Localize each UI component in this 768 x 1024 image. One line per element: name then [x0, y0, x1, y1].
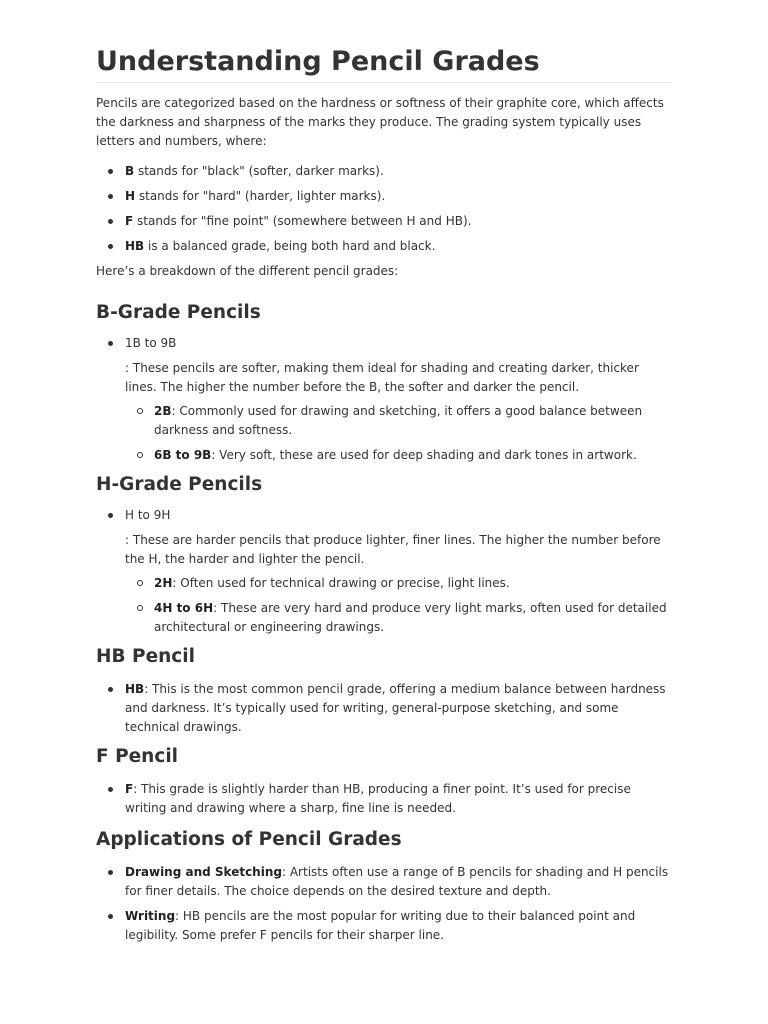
page-title: Understanding Pencil Grades [96, 44, 672, 83]
f-list [96, 780, 672, 818]
term: B [125, 164, 135, 178]
item-text: stands for "fine point" (somewhere between H and HB). [133, 214, 472, 228]
item-description: : These are harder pencils that produce lighter, finer lines. The higher the number before the H, the harder and lighter the pencil. [125, 533, 661, 566]
list-item [96, 187, 672, 206]
sublist-item [125, 402, 672, 440]
item-text: : Often used for technical drawing or precise, light lines. [172, 576, 510, 590]
item-text: stands for "hard" (harder, lighter marks). [135, 189, 386, 203]
section-heading-hb: HB Pencil [96, 646, 195, 667]
item-title: H to 9H [125, 508, 171, 522]
list-item [96, 780, 672, 818]
hb-list [96, 680, 672, 737]
term: 6B to 9B [154, 448, 212, 462]
list-item [96, 212, 672, 231]
term: Writing [125, 909, 176, 923]
sublist-item [125, 574, 672, 593]
item-text: stands for "black" (softer, darker marks). [134, 164, 384, 178]
list-item [96, 680, 672, 737]
breakdown-paragraph: Here’s a breakdown of the different pencil grades: [96, 264, 399, 278]
item-text: : This is the most common pencil grade, offering a medium balance between hardness and darkness. It’s typically used for writing, general-purpose sketching, and some technical drawings. [125, 682, 666, 734]
item-text: : Artists often use a range of B pencils for shading and H pencils for finer details. The choice depends on the desired texture and depth. [125, 865, 669, 898]
term: 4H to 6H [154, 601, 214, 615]
sublist-item [125, 599, 672, 637]
section-heading-b-grade: B-Grade Pencils [96, 302, 261, 323]
term: F [125, 782, 134, 796]
b-grade-sublist [125, 402, 672, 465]
term: H [125, 189, 136, 203]
h-grade-list [96, 506, 672, 637]
item-text: is a balanced grade, being both hard and black. [144, 239, 436, 253]
list-item [96, 863, 672, 901]
item-text: : This grade is slightly harder than HB, producing a finer point. It’s used for precise writing and drawing where a sharp, fine line is needed. [125, 782, 631, 815]
term: HB [125, 682, 145, 696]
list-item [96, 506, 672, 637]
item-description: : These pencils are softer, making them ideal for shading and creating darker, thicker lines. The higher the number before the B, the softer and darker the pencil. [125, 361, 639, 394]
term: Drawing and Sketching [125, 865, 282, 879]
item-text: : Very soft, these are used for deep shading and dark tones in artwork. [211, 448, 637, 462]
list-item [96, 237, 672, 256]
h-grade-sublist [125, 574, 672, 637]
item-title: 1B to 9B [125, 336, 177, 350]
term: 2H [154, 576, 173, 590]
list-item [96, 162, 672, 181]
item-text: : HB pencils are the most popular for writing due to their balanced point and legibility. Some prefer F pencils for their sharper line. [125, 909, 636, 942]
sublist-item [125, 446, 672, 465]
applications-list [96, 863, 672, 945]
term: 2B [154, 404, 172, 418]
b-grade-list [96, 334, 672, 465]
section-heading-applications: Applications of Pencil Grades [96, 829, 402, 850]
item-text: : Commonly used for drawing and sketching, it offers a good balance between darkness and softness. [154, 404, 643, 437]
grade-letter-list [96, 162, 672, 256]
article [96, 44, 672, 951]
section-heading-h-grade: H-Grade Pencils [96, 474, 263, 495]
item-text: : These are very hard and produce very light marks, often used for detailed architectural or engineering drawings. [154, 601, 667, 634]
term: HB [125, 239, 145, 253]
list-item [96, 907, 672, 945]
list-item [96, 334, 672, 465]
term: F [125, 214, 134, 228]
intro-paragraph: Pencils are categorized based on the hardness or softness of their graphite core, which affects the darkness and sharpness of the marks they produce. The grading system typically uses letters and numbers, where: [96, 96, 664, 148]
section-heading-f: F Pencil [96, 746, 179, 767]
